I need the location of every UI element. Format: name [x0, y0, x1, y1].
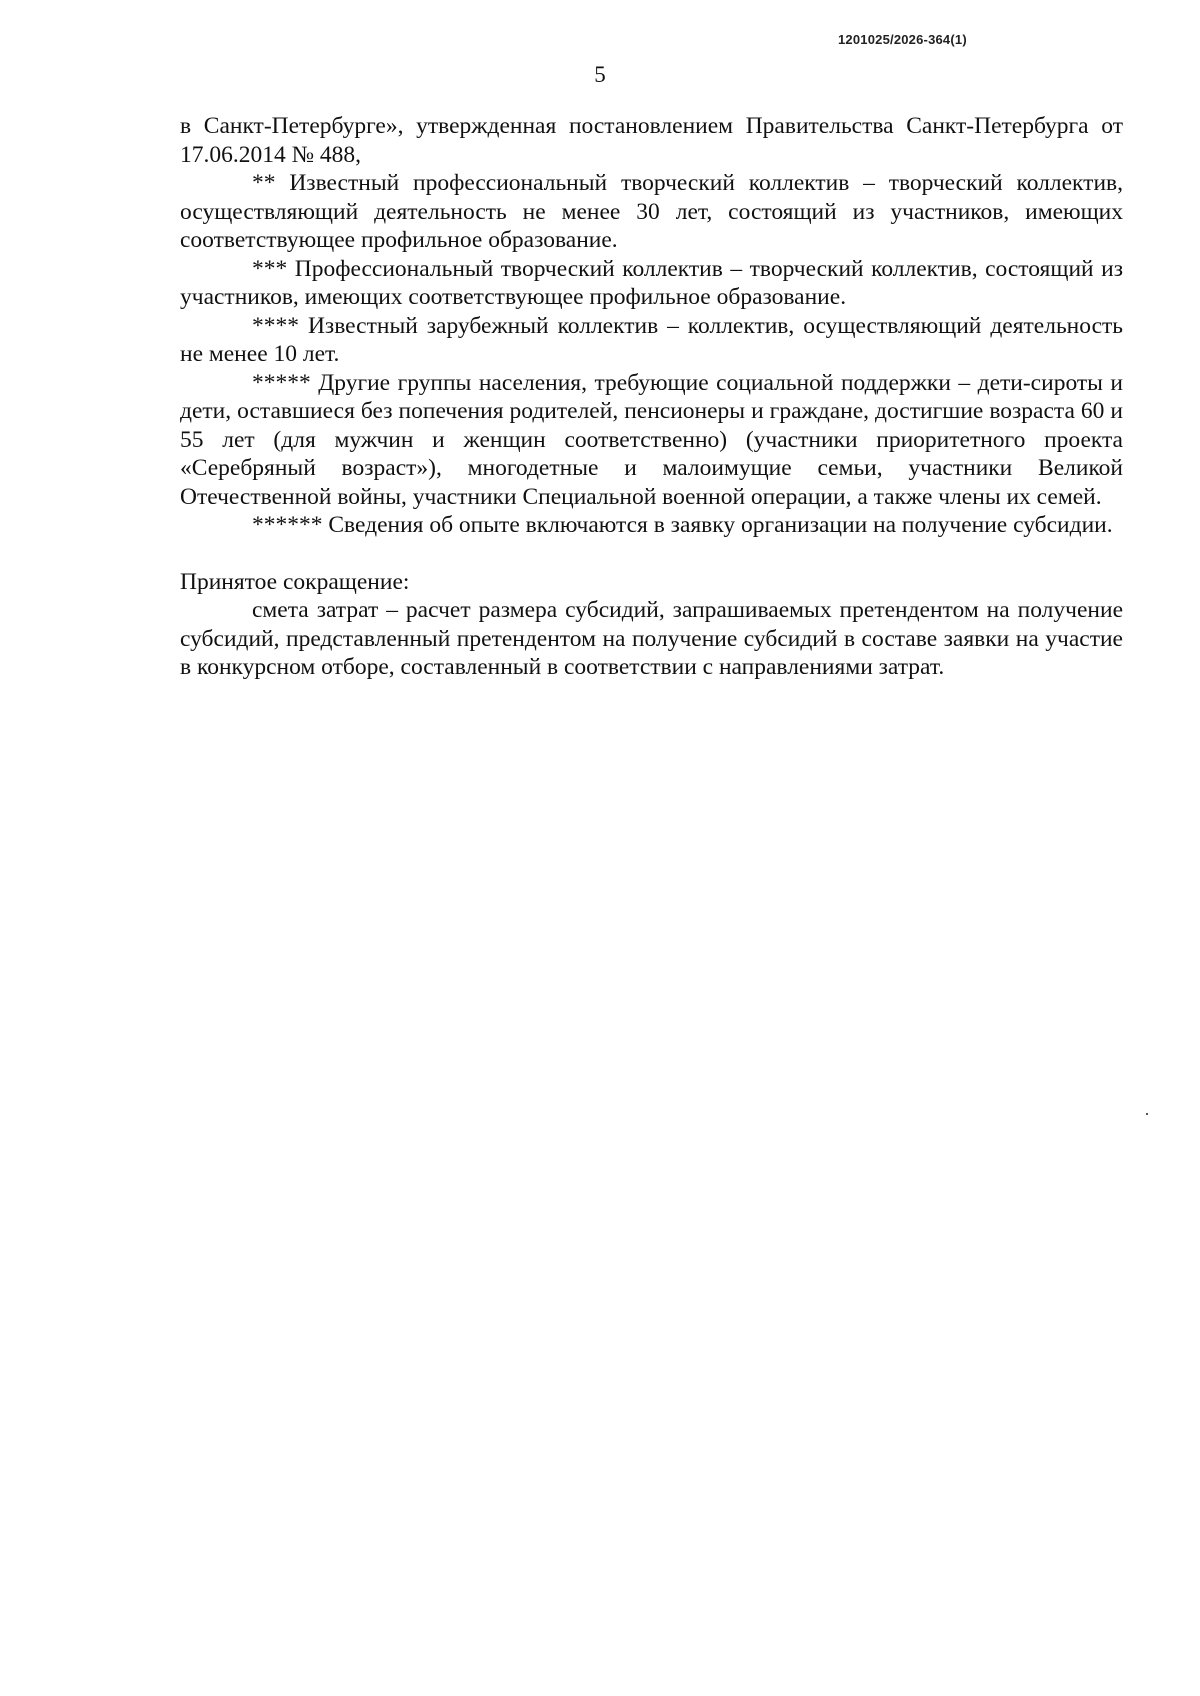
footnote-5-stars: ***** Другие группы населения, требующие социальной поддержки – дети-сироты и дети, оставшиеся без попечения родителей, пенсионеры и граждане, достигшие возраста 60 и 55 лет (для мужчин и женщин соответственно) (участники приоритетного проекта «Серебряный возраст»), многодетные и малоимущие семьи, участники Великой Отечественной войны, участники Специальной военной операции, а также члены их семей. [180, 369, 1123, 510]
document-registration-number: 1201025/2026-364(1) [838, 32, 967, 47]
footnote-2-stars: ** Известный профессиональный творческий коллектив – творческий коллектив, осуществляющий деятельность не менее 30 лет, состоящий из участников, имеющих соответствующее профильное образование. [180, 170, 1123, 253]
footnote-6-stars: ****** Сведения об опыте включаются в заявку организации на получение субсидии. [252, 512, 1113, 538]
paragraph-gap [180, 540, 1123, 568]
abbreviation-item: смета затрат – расчет размера субсидий, запрашиваемых претендентом на получение субсидий, представленный претендентом на получение субсидий в составе заявки на участие в конкурсном отборе, составленный в соответствии с направлениями затрат. [180, 597, 1123, 680]
abbreviations-heading: Принятое сокращение: [180, 568, 410, 595]
footnote-4-stars: **** Известный зарубежный коллектив – коллектив, осуществляющий деятельность не менее 10 лет. [180, 312, 1123, 367]
footnote-continuation: в Санкт-Петербурге», утвержденная постановлением Правительства Санкт-Петербурга от 17.06.2014 № 488, [180, 113, 1123, 168]
footnote-3-stars: *** Профессиональный творческий коллектив – творческий коллектив, состоящий из участников, имеющих соответствующее профильное образование. [180, 255, 1123, 310]
page-number: 5 [594, 62, 606, 87]
page-body [180, 112, 1123, 682]
scan-speck [1146, 1113, 1148, 1115]
